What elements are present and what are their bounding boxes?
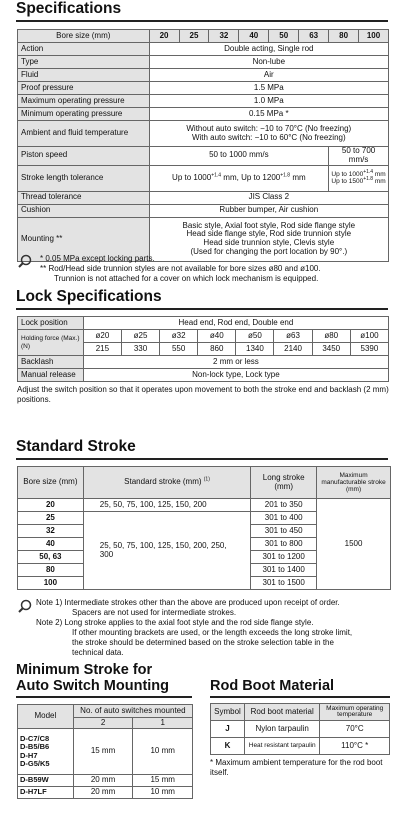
lock-force: 860 (198, 343, 236, 356)
mounting-line: Head side trunnion style, Clevis style (203, 238, 335, 248)
spec-row-value: Rubber bumper, Air cushion (149, 204, 388, 217)
stroke-header-note: (1) (203, 476, 210, 483)
stroke-bore: 80 (18, 564, 84, 577)
boot-header: Rod boot material (244, 704, 319, 721)
lock-row-value: Non-lock type, Lock type (83, 369, 388, 382)
boot-title: Rod Boot Material (210, 678, 335, 694)
ambient-line: Without auto switch: −10 to 70°C (No freezing) (186, 123, 352, 133)
stroke-tol-sup: +1.4 (363, 168, 374, 175)
spec-row-value: 1.5 MPa (149, 82, 388, 95)
lock-bore: ø32 (160, 330, 198, 343)
spec-row-value: JIS Class 2 (149, 191, 388, 204)
minstroke-model: D-H7 (20, 750, 38, 760)
stroke-bore: 100 (18, 577, 84, 590)
stroke-tol-text: Up to 1000 (172, 172, 212, 182)
stroke-tol-text: mm (292, 172, 306, 182)
minstroke-title-1: Minimum Stroke for (16, 662, 153, 678)
stroke-note: Spacers are not used for intermediate strokes. (72, 608, 237, 617)
lock-row-value: 2 mm or less (83, 356, 388, 369)
stroke-title: Standard Stroke (16, 438, 136, 455)
minstroke-group-header: No. of auto switches mounted (73, 705, 192, 718)
stroke-max: 1500 (317, 499, 391, 590)
stroke-title-underline (16, 458, 388, 460)
lock-bore: ø20 (83, 330, 121, 343)
mounting-line: Head side flange style, Rod side trunnion style (186, 229, 352, 239)
stroke-tol-sup: +1.8 (280, 172, 291, 179)
spec-row-label: Piston speed (18, 147, 150, 166)
minstroke-model-header: Model (18, 705, 74, 729)
minstroke-table (17, 704, 193, 799)
mounting-line: Basic style, Axial foot style, Rod side flange style (182, 220, 356, 230)
stroke-bore: 50, 63 (18, 551, 84, 564)
stroke-tol-text: Up to 1000 (331, 171, 364, 179)
stroke-long: 301 to 400 (251, 512, 317, 525)
minstroke-value: 20 mm (73, 787, 133, 799)
lock-bore: ø63 (274, 330, 312, 343)
stroke-tolerance-value-large (329, 165, 389, 191)
lock-force: 215 (83, 343, 121, 356)
stroke-tol-text: Up to 1500 (331, 178, 364, 186)
lock-bore: ø25 (121, 330, 159, 343)
stroke-tolerance-value (149, 165, 329, 191)
spec-table (17, 29, 389, 262)
spec-title-underline (16, 20, 388, 22)
spec-row-label: Fluid (18, 69, 150, 82)
stroke-bore: 40 (18, 538, 84, 551)
lock-title-underline (16, 308, 388, 310)
spec-note: Trunnion is not attached for a cover on which lock mechanism is equipped. (54, 274, 319, 283)
spec-row-value: Air (149, 69, 388, 82)
spec-row-label: Action (18, 43, 150, 56)
lock-row-label: Manual release (18, 369, 84, 382)
spec-row-value: Non-lube (149, 56, 388, 69)
stroke-long: 301 to 1500 (251, 577, 317, 590)
minstroke-model: D-C7/C8 (20, 733, 50, 743)
lock-row-label: Backlash (18, 356, 84, 369)
stroke-long: 301 to 450 (251, 525, 317, 538)
spec-row-label: Minimum operating pressure (18, 108, 150, 121)
boot-material: Heat resistant tarpaulin (244, 738, 319, 755)
spec-row-value: 50 to 1000 mm/s (149, 147, 329, 166)
minstroke-col-header: 1 (133, 718, 193, 729)
stroke-std: 25, 50, 75, 100, 125, 150, 200 (83, 499, 250, 512)
spec-row-label: Thread tolerance (18, 191, 150, 204)
spec-row-label: Stroke length tolerance (18, 165, 150, 191)
lock-force: 1340 (236, 343, 274, 356)
lock-row-value: Head end, Rod end, Double end (83, 317, 388, 330)
bore-cell: 80 (329, 30, 359, 43)
stroke-header (83, 467, 250, 499)
minstroke-value: 15 mm (133, 775, 193, 787)
stroke-note: If other mounting brackets are used, or the length exceeds the long stroke limit, (72, 628, 353, 637)
lock-force: 550 (160, 343, 198, 356)
minstroke-title-underline (16, 696, 192, 698)
minstroke-model: D-G5/K5 (20, 758, 50, 768)
stroke-long: 301 to 1200 (251, 551, 317, 564)
stroke-bore: 32 (18, 525, 84, 538)
stroke-notes (36, 598, 390, 658)
boot-temp: 70°C (320, 721, 390, 738)
boot-table (210, 703, 390, 755)
boot-temp: 110°C * (320, 738, 390, 755)
stroke-tol-unit: mm (374, 171, 386, 179)
stroke-header: Bore size (mm) (18, 467, 84, 499)
bore-cell: 25 (179, 30, 209, 43)
stroke-note: the stroke should be determined based on the stroke selection table in the (72, 638, 334, 647)
magnifier-icon (18, 599, 32, 613)
lock-force: 3450 (312, 343, 350, 356)
stroke-std-group: 25, 50, 75, 100, 125, 150, 200, 250, 300 (83, 512, 250, 590)
stroke-long: 201 to 350 (251, 499, 317, 512)
boot-note: * Maximum ambient temperature for the rod boot itself. (210, 758, 383, 777)
boot-title-underline (210, 696, 390, 698)
stroke-long: 301 to 1400 (251, 564, 317, 577)
spec-row-value: Double acting, Single rod (149, 43, 388, 56)
bore-cell: 32 (209, 30, 239, 43)
lock-note: Adjust the switch position so that it operates upon movement to both the stroke end and backlash (2 mm) positions. (17, 385, 389, 404)
minstroke-value: 10 mm (133, 787, 193, 799)
lock-row-label: Lock position (18, 317, 84, 330)
lock-table (17, 316, 389, 382)
bore-cell: 50 (269, 30, 299, 43)
stroke-long: 301 to 800 (251, 538, 317, 551)
stroke-tol-sup: +1.8 (363, 176, 374, 183)
stroke-header-text: Standard stroke (mm) (124, 477, 202, 487)
stroke-note: Note 1) Intermediate strokes other than the above are produced upon receipt of order. (36, 598, 340, 607)
lock-force: 5390 (350, 343, 388, 356)
bore-cell: 40 (239, 30, 269, 43)
stroke-bore: 25 (18, 512, 84, 525)
boot-material: Nylon tarpaulin (244, 721, 319, 738)
minstroke-model: D-B59W (18, 775, 74, 787)
boot-symbol: J (211, 721, 245, 738)
spec-row-label: Type (18, 56, 150, 69)
spec-row-value: 0.15 MPa * (149, 108, 388, 121)
lock-bore: ø100 (350, 330, 388, 343)
boot-symbol: K (211, 738, 245, 755)
spec-row-value (149, 121, 388, 147)
minstroke-value: 20 mm (73, 775, 133, 787)
spec-row-label: Proof pressure (18, 82, 150, 95)
stroke-note: Note 2) Long stroke applies to the axial foot style and the rod side flange style. (36, 618, 314, 627)
lock-bore: ø40 (198, 330, 236, 343)
spec-row-label: Mounting ** (18, 217, 150, 261)
ambient-line: With auto switch: −10 to 60°C (No freezing) (191, 132, 346, 142)
stroke-header: Long stroke (mm) (251, 467, 317, 499)
lock-row-label: Holding force (Max.) (N) (18, 330, 84, 356)
spec-row-label: Maximum operating pressure (18, 95, 150, 108)
spec-row-label: Cushion (18, 204, 150, 217)
lock-bore: ø80 (312, 330, 350, 343)
stroke-bore: 20 (18, 499, 84, 512)
spec-note: ** Rod/Head side trunnion styles are not available for bore sizes ø80 and ø100. (40, 264, 321, 273)
magnifier-icon (18, 254, 32, 268)
minstroke-model: D-B5/B6 (20, 742, 50, 752)
spec-note: * 0.05 MPa except locking parts. (40, 254, 155, 263)
minstroke-model-group (18, 729, 74, 775)
stroke-header: Maximum manufacturable stroke (mm) (317, 467, 391, 499)
bore-cell: 20 (149, 30, 179, 43)
minstroke-value: 10 mm (133, 729, 193, 775)
spec-row-value: 50 to 700 mm/s (329, 147, 389, 166)
minstroke-model: D-H7LF (18, 787, 74, 799)
minstroke-col-header: 2 (73, 718, 133, 729)
spec-notes (40, 254, 390, 284)
spec-row-value: 1.0 MPa (149, 95, 388, 108)
spec-bore-header: Bore size (mm) (18, 30, 150, 43)
bore-cell: 100 (359, 30, 389, 43)
minstroke-value: 15 mm (73, 729, 133, 775)
stroke-table (17, 466, 391, 590)
stroke-tol-text: mm, Up to 1200 (223, 172, 281, 182)
boot-header: Symbol (211, 704, 245, 721)
stroke-note: technical data. (72, 648, 124, 657)
spec-row-label: Ambient and fluid temperature (18, 121, 150, 147)
lock-title: Lock Specifications (16, 288, 162, 305)
lock-bore: ø50 (236, 330, 274, 343)
stroke-tol-unit: mm (374, 178, 386, 186)
bore-cell: 63 (299, 30, 329, 43)
lock-force: 2140 (274, 343, 312, 356)
stroke-tol-sup: +1.4 (211, 172, 222, 179)
spec-title: Specifications (16, 0, 122, 17)
lock-force: 330 (121, 343, 159, 356)
minstroke-title-2: Auto Switch Mounting (16, 678, 170, 694)
boot-header: Maximum operating temperature (320, 704, 390, 721)
mounting-line: (Used for changing the port location by 90°.) (190, 247, 348, 257)
